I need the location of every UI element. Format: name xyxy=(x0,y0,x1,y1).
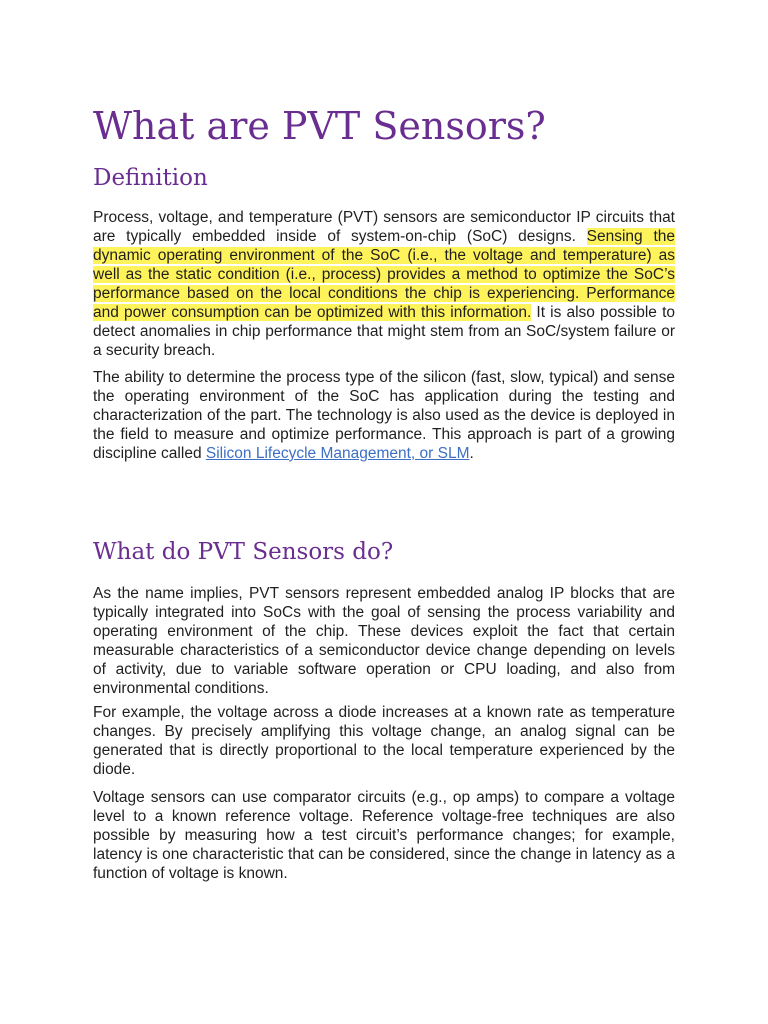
what-do-paragraph-3: Voltage sensors can use comparator circuits (e.g., op amps) to compare a voltage level to a known reference voltage. Reference voltage-free techniques are also possible by measuring how a test circuit’s performance changes; for example, latency is one characteristic that can be considered, since the change in latency as a function of voltage is known. xyxy=(93,789,675,882)
definition-paragraph-1 xyxy=(93,208,675,360)
definition-paragraph-2 xyxy=(93,368,675,463)
what-do-paragraph-1: As the name implies, PVT sensors represent embedded analog IP blocks that are typically integrated into SoCs with the goal of sensing the process variability and operating environment of the chip. These devices exploit the fact that certain measurable characteristics of a semiconductor device change depending on levels of activity, due to variable software operation or CPU loading, and also from environmental conditions. xyxy=(93,585,675,697)
highlighted-text: Sensing the dynamic operating environment of the SoC (i.e., the voltage and temperature) as well as the static condition (i.e., process) provides a method to optimize the SoC’s performance based on the local conditions the chip is experiencing. Performance and power consumption can be optimized with this information. xyxy=(93,228,675,321)
paragraph-text: . xyxy=(469,445,474,462)
what-do-paragraph-2: For example, the voltage across a diode increases at a known rate as temperature changes. By precisely amplifying this voltage change, an analog signal can be generated that is directly proportional to the local temperature experienced by the diode. xyxy=(93,704,675,778)
slm-link[interactable]: Silicon Lifecycle Management, or SLM xyxy=(205,445,470,462)
section-heading-definition: Definition xyxy=(93,165,208,191)
paragraph-text: The ability to determine the process type of the silicon (fast, slow, typical) and sense the operating environment of the SoC has application during the testing and characterization of the part. The technology is also used as the device is deployed in the field to measure and optimize performance. This approach is part of a growing discipline called xyxy=(93,369,675,462)
paragraph-text: Process, voltage, and temperature (PVT) sensors are semiconductor IP circuits that are typically embedded inside of system-on-chip (SoC) designs. xyxy=(93,209,675,245)
paragraph-text: It is also possible to detect anomalies in chip performance that might stem from an SoC/system failure or a security breach. xyxy=(93,304,675,359)
section-heading-what-do: What do PVT Sensors do? xyxy=(93,539,394,565)
page-title: What are PVT Sensors? xyxy=(93,104,546,148)
